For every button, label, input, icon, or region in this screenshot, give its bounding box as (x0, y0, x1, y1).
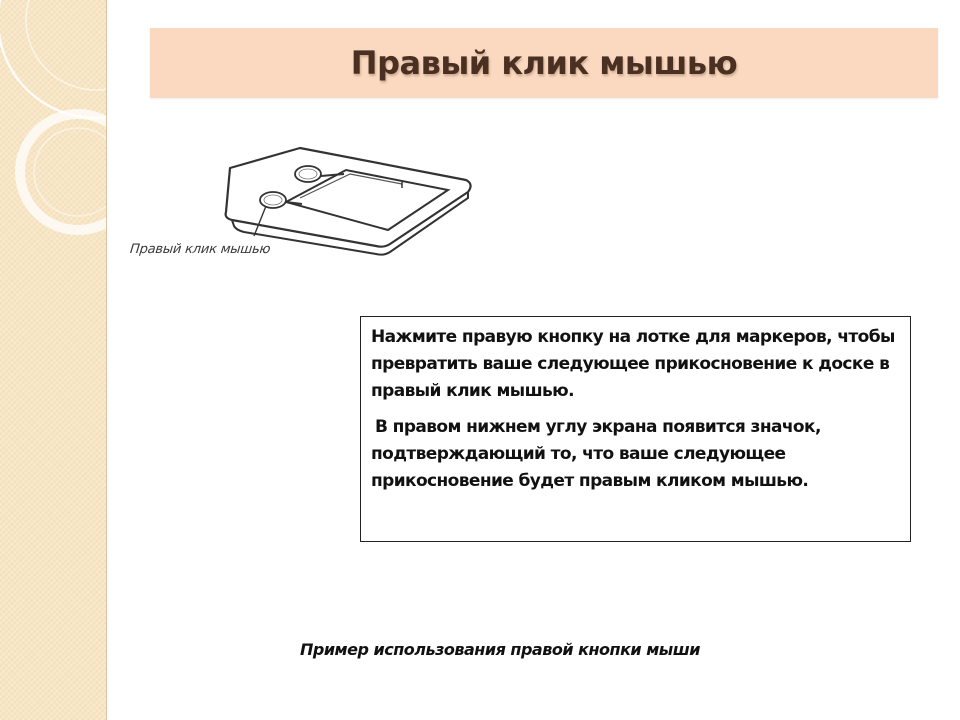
info-paragraph-1: Нажмите правую кнопку на лотке для маркеров, чтобы превратить ваше следующее прикосновение к доске в правый клик мышью. (371, 327, 895, 401)
diagram-caption: Правый клик мышью (129, 242, 272, 257)
concentric-circles-icon (0, 0, 106, 260)
footer-caption: Пример использования правой кнопки мыши (300, 640, 700, 659)
title-band (150, 28, 938, 98)
info-text-box (360, 316, 911, 542)
slide-title: Правый клик мышью (350, 44, 738, 82)
info-paragraph-2: В правом нижнем углу экрана появится значок, подтверждающий то, что ваше следующее прикосновение будет правым кликом мышью. (371, 417, 821, 491)
strip-divider (106, 0, 107, 720)
